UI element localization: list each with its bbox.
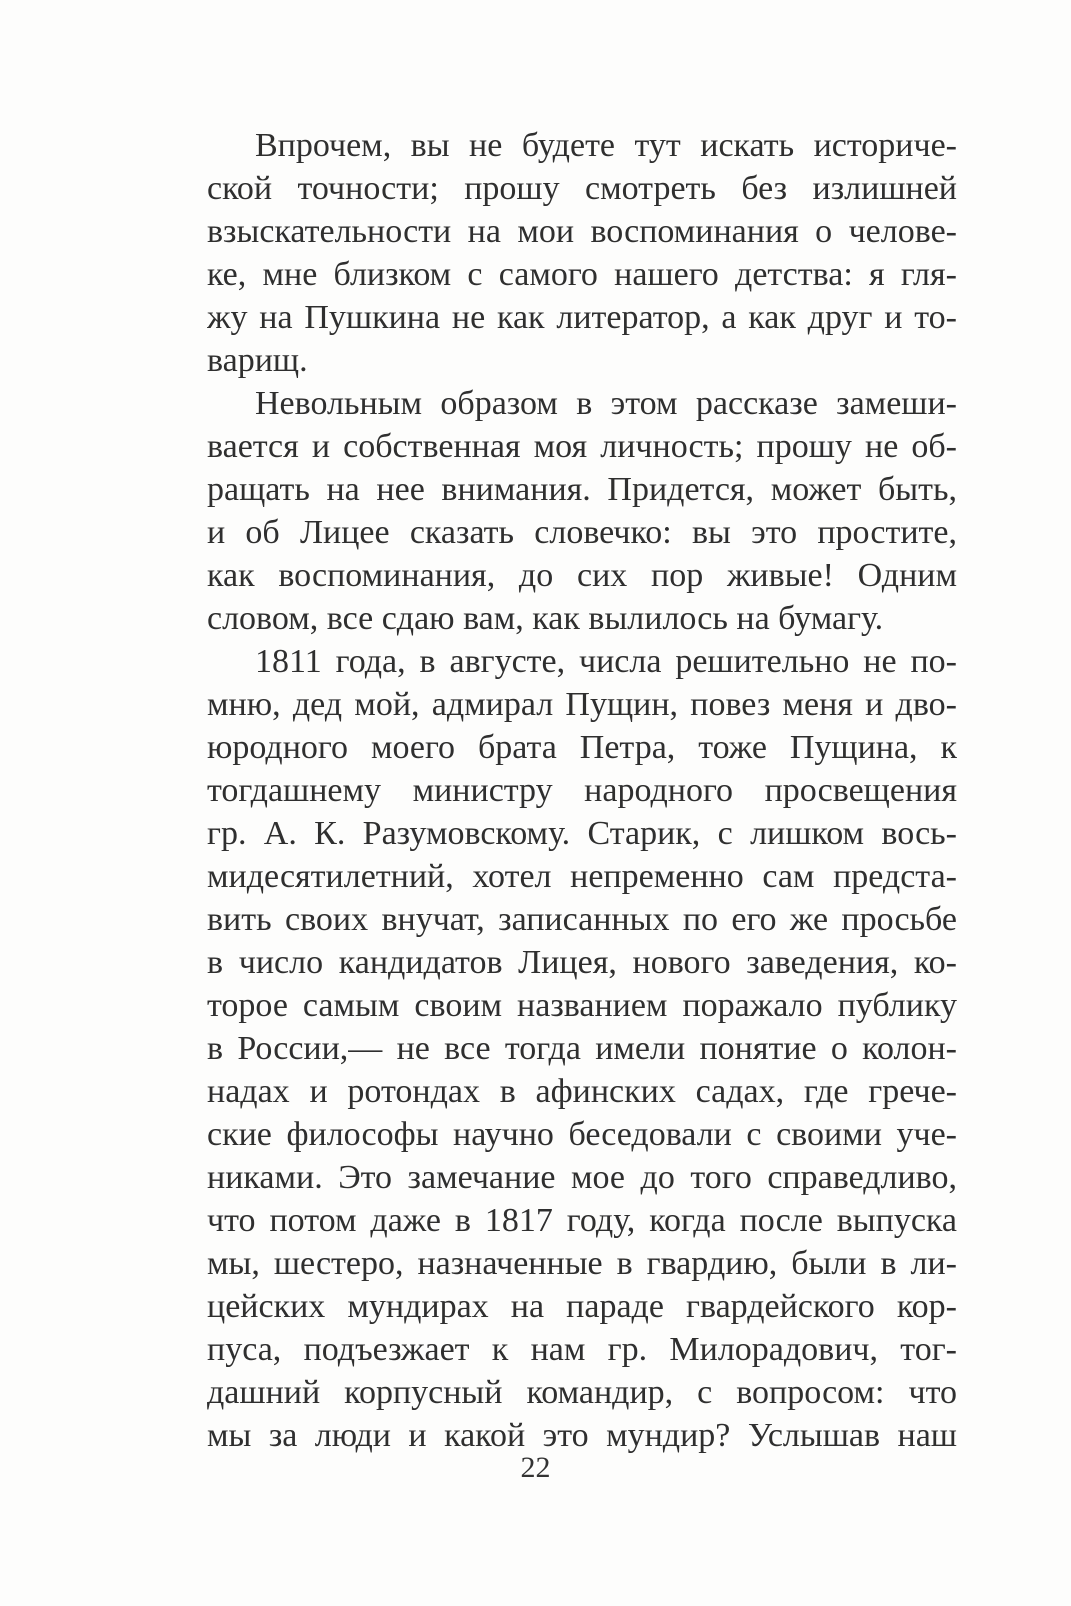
text-line: дашний корпусный командир, с вопросом: что [207,1374,957,1411]
paragraph-3 [207,640,957,1457]
text-line: надах и ротондах в афинских садах, где грече- [207,1073,957,1110]
text-line: мидесятилетний, хотел непременно сам предста- [207,858,957,895]
text-line: Впрочем, вы не будете тут искать историче- [255,127,957,164]
text-line: ращать на нее внимания. Придется, может быть, [207,471,957,508]
paragraph-2 [207,382,957,640]
text-line: никами. Это замечание мое до того справедливо, [207,1159,957,1196]
text-line: мы, шестеро, назначенные в гвардию, были в ли- [207,1245,957,1282]
text-line: в России,— не все тогда имели понятие о колон- [207,1030,957,1067]
text-line: пуса, подъезжает к нам гр. Милорадович, тог- [207,1331,957,1368]
text-line: ские философы научно беседовали с своими уче- [207,1116,957,1153]
text-line: взыскательности на мои воспоминания о челове- [207,213,957,250]
text-line: цейских мундирах на параде гвардейского кор- [207,1288,957,1325]
text-line: ской точности; прошу смотреть без излишней [207,170,957,207]
body-text [207,124,957,1457]
text-line: варищ. [207,342,308,379]
text-line: юродного моего брата Петра, тоже Пущина, к [207,729,957,766]
text-line: мню, дед мой, адмирал Пущин, повез меня и дво- [207,686,957,723]
text-line: гр. А. К. Разумовскому. Старик, с лишком вось- [207,815,957,852]
text-line: и об Лицее сказать словечко: вы это простите, [207,514,957,551]
text-line: вается и собственная моя личность; прошу не об- [207,428,957,465]
page-number: 22 [520,1451,551,1484]
text-line: в число кандидатов Лицея, нового заведения, ко- [207,944,957,981]
text-line: ке, мне близком с самого нашего детства: я гля- [207,256,957,293]
text-line: что потом даже в 1817 году, когда после выпуска [207,1202,957,1239]
text-line: как воспоминания, до сих пор живые! Одним [207,557,957,594]
text-line: 1811 года, в августе, числа решительно не по- [255,643,957,680]
text-line: тогдашнему министру народного просвещения [207,772,957,809]
text-line: мы за люди и какой это мундир? Услышав наш [207,1417,957,1454]
text-line: торое самым своим названием поражало публику [207,987,957,1024]
text-line: Невольным образом в этом рассказе замеши- [255,385,957,422]
text-line: вить своих внучат, записанных по его же просьбе [207,901,957,938]
text-line: словом, все сдаю вам, как вылилось на бумагу. [207,600,884,637]
paragraph-1 [207,124,957,382]
text-line: жу на Пушкина не как литератор, а как друг и то- [207,299,957,336]
